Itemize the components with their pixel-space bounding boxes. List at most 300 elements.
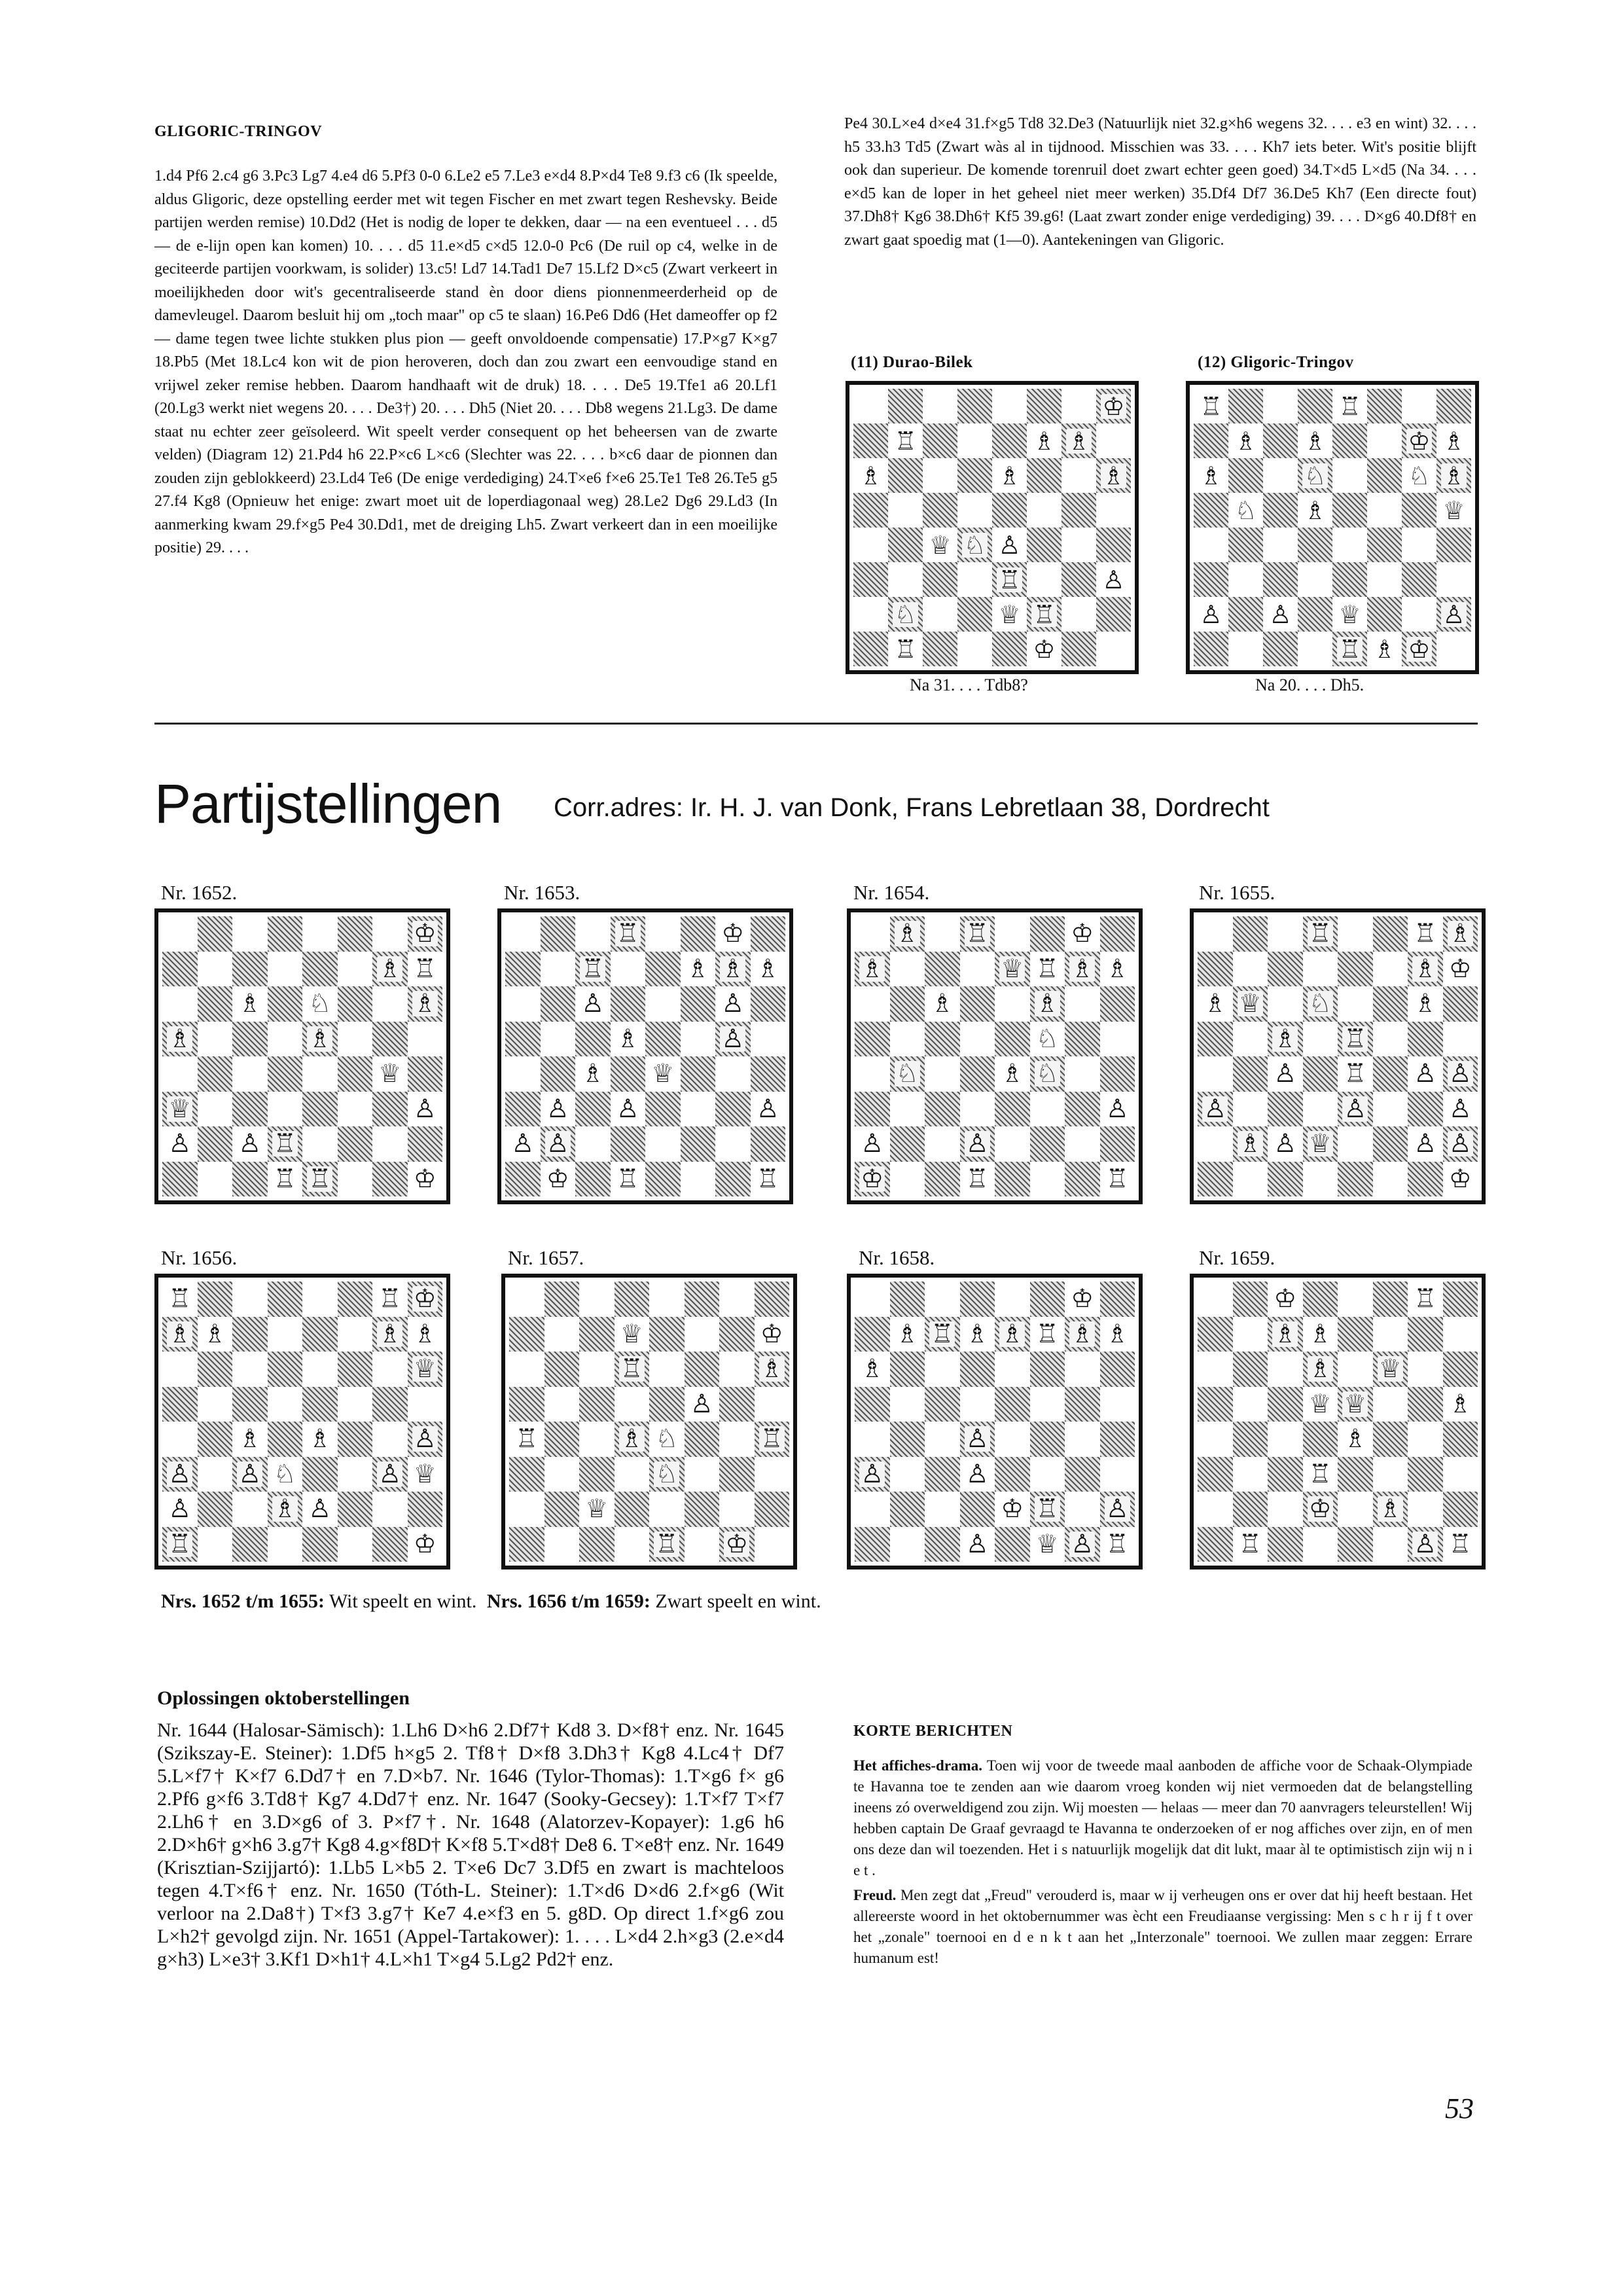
board-square [198,1282,233,1317]
board-square [855,1527,890,1562]
board-square [960,1092,995,1127]
board-square [1408,1422,1443,1457]
board-square [685,1317,720,1352]
board-square [198,1422,233,1457]
board-square [505,1092,541,1127]
chess-piece-icon: ♖ [1338,391,1361,421]
chess-piece-icon: ♙ [965,1424,989,1454]
board-square [232,1282,268,1317]
chess-piece-icon: ♙ [238,1459,262,1489]
board-square [1373,1492,1408,1527]
chess-piece-icon: ♗ [581,1059,605,1089]
board-square [855,1422,890,1457]
board-square [268,1126,303,1162]
board-square [855,916,890,952]
board-square [715,1022,751,1057]
board-square [925,1387,960,1422]
board-square [890,1022,925,1057]
board-square [268,1457,303,1492]
board-square [685,1457,720,1492]
board-square [992,597,1027,632]
chess-piece-icon: ♘ [1035,1024,1059,1054]
board-square [268,1022,303,1057]
diagram-1659-label: Nr. 1659. [1199,1246,1275,1269]
board-square [1443,916,1478,952]
board-square [645,986,681,1022]
chess-piece-icon: ♗ [308,1424,332,1454]
chess-piece-icon: ♙ [1414,1129,1437,1159]
board-square [1061,493,1096,528]
board-square [925,986,960,1022]
chess-piece-icon: ♙ [861,1129,884,1159]
board-square [1194,632,1228,666]
board-square [509,1387,544,1422]
board-square [408,1317,443,1352]
board-square [1030,1282,1065,1317]
board-square [1402,562,1436,597]
board-square [1443,1022,1478,1057]
board-square [268,1092,303,1127]
board-square [541,1056,576,1092]
board-square [715,986,751,1022]
board-square [1338,986,1373,1022]
board-square [1332,423,1367,458]
board-square [1027,423,1061,458]
chess-piece-icon: ♔ [1448,954,1472,984]
board-square [853,389,888,423]
chess-piece-icon: ♗ [1274,1024,1297,1054]
board-square [645,1126,681,1162]
board-square [575,1126,611,1162]
board-square [1100,1022,1135,1057]
board-square [1408,1022,1443,1057]
board-square [1065,1126,1100,1162]
diagram-1659-board [1190,1274,1486,1570]
chess-piece-icon: ♕ [651,1059,675,1089]
board-square [1065,1317,1100,1352]
board-square [615,1457,650,1492]
board-square [1233,986,1268,1022]
chess-piece-icon: ♖ [1414,919,1437,949]
board-square [751,1056,786,1092]
board-square [1228,597,1263,632]
board-square [923,562,957,597]
board-square [890,1352,925,1387]
board-square [1338,1492,1373,1527]
chess-piece-icon: ♙ [1204,1094,1227,1124]
diagram-1658-label: Nr. 1658. [859,1246,935,1269]
board-square [1402,632,1436,666]
board-square [890,952,925,987]
board-square [888,562,923,597]
chess-piece-icon: ♙ [168,1129,192,1159]
board-square [1233,952,1268,987]
board-square [923,389,957,423]
board-square [995,1317,1030,1352]
board-square [1061,423,1096,458]
board-square [751,1126,786,1162]
board-square [957,389,992,423]
chess-piece-icon: ♖ [1033,600,1056,629]
board-square [992,632,1027,666]
board-square [855,1492,890,1527]
board-square [1096,597,1131,632]
board-square [1332,493,1367,528]
board-square [372,986,408,1022]
board-square [649,1352,685,1387]
board-square [1233,1527,1268,1562]
board-square [681,916,716,952]
board-square [1408,1352,1443,1387]
chess-piece-icon: ♖ [1338,634,1361,664]
chess-piece-icon: ♔ [1274,1284,1297,1314]
board-square [960,1056,995,1092]
board-square [888,528,923,562]
board-square [1298,423,1332,458]
board-square [509,1492,544,1527]
board-square [162,1317,198,1352]
page-number: 53 [1445,2092,1474,2125]
chess-piece-icon: ♗ [620,1424,643,1454]
board-square [1030,916,1065,952]
board-square [1065,916,1100,952]
chess-piece-icon: ♙ [308,1494,332,1524]
chess-piece-icon: ♙ [546,1129,569,1159]
board-square [372,1092,408,1127]
board-square [1096,423,1131,458]
board-square [1303,986,1338,1022]
board-square [1298,632,1332,666]
board-square [1030,1092,1065,1127]
board-square [649,1387,685,1422]
board-square [1065,986,1100,1022]
chess-piece-icon: ♙ [1274,1059,1297,1089]
board-square [681,952,716,987]
board-square [1373,986,1408,1022]
board-square [1373,1457,1408,1492]
board-square [855,1352,890,1387]
board-square [1030,986,1065,1022]
board-square [1198,1422,1233,1457]
board-square [1408,1162,1443,1197]
board-square [162,1126,198,1162]
chess-piece-icon: ♙ [1274,1129,1297,1159]
board-square [1338,1352,1373,1387]
board-square [1030,1352,1065,1387]
board-square [1228,632,1263,666]
annotation-text-right: Pe4 30.L×e4 d×e4 31.f×g5 Td8 32.De3 (Natuurlijk niet 32.g×h6 wegens 32. . . . e3 en wint) 32. . . . h5 33.h3 Td5 (Zwart wàs al in tijdnood. Misschien was 33. . . . Kh7 iets beter. Wit's positie blijft ook dan superieur. De komende torenruil doet zwart echter geen goed) 34.T×d5 L×d5 (Na 34. . . . e×d5 kan de loper in het geheel niet meer werken) 35.Df4 Df7 36.De5 Kh7 (Een directe fout) 37.Dh8† Kg6 38.Dh6† Kf5 39.g6! (Laat zwart zonder enige verdediging) 39. . . . D×g6 40.Df8† en zwart gaat spoedig mat (1—0). Aantekeningen van Gligoric. [844,115,1476,249]
board-grid [1198,1282,1478,1562]
board-square [579,1387,615,1422]
diagram-1652-label: Nr. 1652. [161,881,238,904]
board-square [1100,1282,1135,1317]
board-square [1443,1492,1478,1527]
board-square [1061,597,1096,632]
board-square [1198,1457,1233,1492]
board-square [1443,1422,1478,1457]
chess-piece-icon: ♗ [616,1024,639,1054]
board-square [1100,952,1135,987]
board-square [372,1282,408,1317]
board-square [1338,1457,1373,1492]
board-grid [509,1282,789,1562]
board-square [1402,597,1436,632]
board-square [1061,528,1096,562]
board-square [853,632,888,666]
board-square [232,1457,268,1492]
chess-piece-icon: ♙ [238,1129,262,1159]
board-square [992,562,1027,597]
chess-piece-icon: ♕ [413,1459,437,1489]
board-square [198,1317,233,1352]
board-square [755,1457,790,1492]
board-square [1373,1022,1408,1057]
board-square [685,1527,720,1562]
board-square [1338,1387,1373,1422]
chess-piece-icon: ♘ [1035,1059,1059,1089]
chess-piece-icon: ♖ [168,1284,192,1314]
board-square [1436,597,1471,632]
board-square [1367,493,1402,528]
board-square [268,1056,303,1092]
board-square [1100,1422,1135,1457]
chess-piece-icon: ♔ [1071,919,1094,949]
chess-piece-icon: ♖ [1035,954,1059,984]
board-square [1303,1387,1338,1422]
board-grid [1194,389,1471,666]
board-square [1233,1457,1268,1492]
board-square [960,1126,995,1162]
board-square [1303,1282,1338,1317]
board-square [611,1022,646,1057]
chess-piece-icon: ♗ [1234,426,1257,456]
board-square [1030,1317,1065,1352]
board-square [1228,562,1263,597]
board-square [995,986,1030,1022]
board-square [544,1387,580,1422]
board-square [372,916,408,952]
board-square [408,1162,443,1197]
board-square [302,1387,338,1422]
board-square [611,1162,646,1197]
board-square [1065,952,1100,987]
board-square [338,986,373,1022]
board-square [1100,1056,1135,1092]
board-square [1233,1422,1268,1457]
chess-piece-icon: ♖ [168,1529,192,1559]
board-square [923,597,957,632]
board-square [1408,1126,1443,1162]
chess-piece-icon: ♙ [1414,1059,1437,1089]
board-square [1228,493,1263,528]
board-square [1096,458,1131,493]
board-square [923,632,957,666]
board-square [268,1492,303,1527]
chess-piece-icon: ♙ [1200,600,1222,629]
board-square [1198,1022,1233,1057]
board-square [995,916,1030,952]
board-square [888,493,923,528]
board-square [1263,389,1298,423]
board-square [890,1317,925,1352]
board-square [685,1387,720,1422]
chess-piece-icon: ♙ [1414,1529,1437,1559]
board-square [1408,1457,1443,1492]
chess-piece-icon: ♕ [413,1354,437,1384]
board-square [1408,1317,1443,1352]
board-square [338,1056,373,1092]
board-square [888,632,923,666]
chess-piece-icon: ♗ [1105,954,1129,984]
board-square [302,916,338,952]
chess-piece-icon: ♕ [585,1494,609,1524]
board-square [890,1282,925,1317]
chess-piece-icon: ♖ [1448,1529,1472,1559]
board-square [198,1162,233,1197]
board-square [615,1492,650,1527]
board-square [719,1352,755,1387]
chess-piece-icon: ♙ [965,1529,989,1559]
board-square [719,1457,755,1492]
board-square [268,916,303,952]
chess-piece-icon: ♗ [1378,1494,1402,1524]
board-square [1194,562,1228,597]
board-square [1030,952,1065,987]
board-square [649,1317,685,1352]
board-square [505,1022,541,1057]
board-square [681,1092,716,1127]
board-square [995,1162,1030,1197]
board-square [1408,986,1443,1022]
chess-piece-icon: ♙ [581,989,605,1019]
legend-black-text: Zwart speelt en wint. [655,1590,821,1612]
board-square [960,1317,995,1352]
board-square [855,1126,890,1162]
diagram-1653-board [497,908,793,1204]
board-square [960,1022,995,1057]
board-square [1298,528,1332,562]
board-square [1198,1092,1233,1127]
board-square [853,562,888,597]
chess-piece-icon: ♖ [998,565,1021,594]
board-square [1408,1282,1443,1317]
board-square [1436,562,1471,597]
board-square [1233,1282,1268,1317]
board-square [923,458,957,493]
chess-piece-icon: ♖ [1238,1529,1262,1559]
chess-piece-icon: ♙ [690,1389,713,1419]
board-square [1263,597,1298,632]
board-square [268,952,303,987]
chess-piece-icon: ♖ [655,1529,679,1559]
board-square [1030,1457,1065,1492]
board-square [198,916,233,952]
board-square [1268,1387,1303,1422]
board-square [960,1492,995,1527]
board-square [505,986,541,1022]
diagram-12-caption: Na 20. . . . Dh5. [1255,675,1364,694]
chess-piece-icon: ♗ [1071,1319,1094,1349]
chess-piece-icon: ♗ [1414,989,1437,1019]
board-square [198,952,233,987]
board-square [1268,1126,1303,1162]
board-square [960,916,995,952]
board-square [1303,1352,1338,1387]
board-square [162,952,198,987]
chess-piece-icon: ♖ [273,1164,296,1194]
chess-piece-icon: ♘ [655,1424,679,1454]
chess-piece-icon: ♕ [1308,1389,1332,1419]
board-square [408,1352,443,1387]
board-square [1303,1092,1338,1127]
board-square [1263,493,1298,528]
board-square [1061,389,1096,423]
board-square [615,1317,650,1352]
board-square [302,986,338,1022]
board-square [162,1422,198,1457]
chess-piece-icon: ♙ [1344,1094,1367,1124]
board-square [853,528,888,562]
chess-piece-icon: ♙ [756,1094,779,1124]
board-square [1030,1527,1065,1562]
board-square [338,952,373,987]
board-square [890,1492,925,1527]
board-square [1436,458,1471,493]
board-square [681,1056,716,1092]
chess-piece-icon: ♗ [1344,1424,1367,1454]
board-square [1268,1492,1303,1527]
board-square [302,1162,338,1197]
board-square [1065,1352,1100,1387]
board-square [890,1126,925,1162]
board-square [372,1422,408,1457]
chess-piece-icon: ♕ [620,1319,643,1349]
news-heading: KORTE BERICHTEN [853,1723,1013,1740]
board-square [544,1422,580,1457]
board-square [1198,986,1233,1022]
board-square [302,1092,338,1127]
board-square [645,1092,681,1127]
board-square [1100,1317,1135,1352]
board-square [1268,916,1303,952]
board-square [649,1457,685,1492]
board-square [268,1282,303,1317]
board-square [1303,1422,1338,1457]
board-square [681,1162,716,1197]
board-square [960,1282,995,1317]
board-square [1303,916,1338,952]
chess-piece-icon: ♖ [413,954,437,984]
board-square [1408,952,1443,987]
board-square [992,458,1027,493]
board-square [719,1527,755,1562]
board-square [715,1162,751,1197]
board-square [992,528,1027,562]
board-square [372,1387,408,1422]
chess-piece-icon: ♕ [1378,1354,1402,1384]
board-square [685,1422,720,1457]
chess-piece-icon: ♔ [1408,426,1431,456]
chess-piece-icon: ♙ [168,1494,192,1524]
diagram-1656-board [154,1274,450,1570]
chess-piece-icon: ♗ [859,461,882,490]
chess-piece-icon: ♗ [1071,954,1094,984]
board-square [1100,916,1135,952]
board-square [1367,562,1402,597]
section-title: Partijstellingen [154,773,502,834]
chess-piece-icon: ♗ [1200,461,1222,490]
board-square [541,952,576,987]
